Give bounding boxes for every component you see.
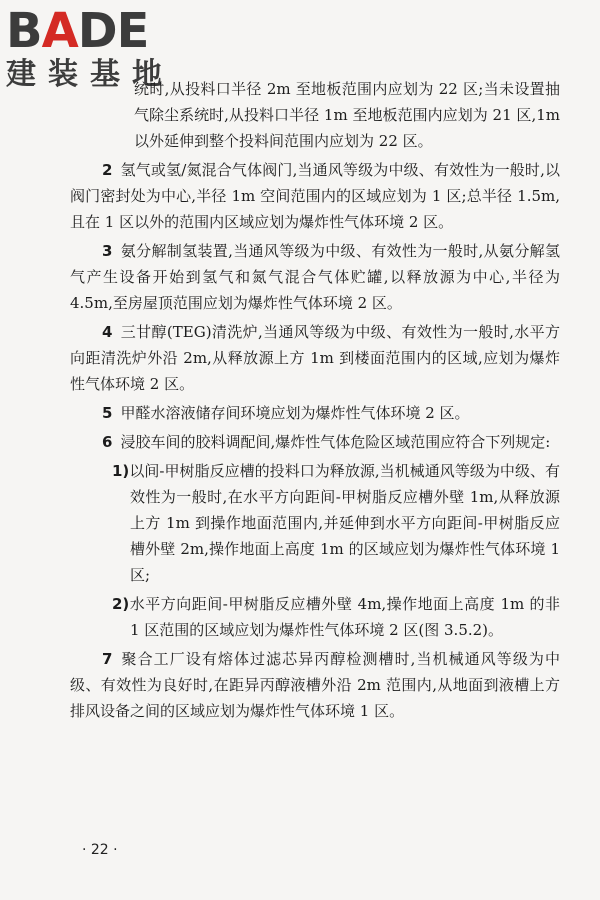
- paragraph-item-2: [70, 157, 560, 235]
- paragraph-text: 氨分解制氢装置,当通风等级为中级、有效性为一般时,从氨分解氢气产生设备开始到氢气和氮气混合气体贮罐,以释放源为中心,半径为 4.5m,至房屋顶范围应划为爆炸性气体环境 2 区。: [70, 242, 560, 312]
- subitem-number: 2): [112, 595, 130, 613]
- paragraph-text: 三甘醇(TEG)清洗炉,当通风等级为中级、有效性为一般时,水平方向距清洗炉外沿 2m,从释放源上方 1m 到楼面范围内的区域,应划为爆炸性气体环境 2 区。: [70, 323, 560, 393]
- paragraph-item-7: [70, 646, 560, 724]
- item-number: 2: [102, 161, 113, 179]
- paragraph-text: 甲醛水溶液储存间环境应划为爆炸性气体环境 2 区。: [120, 404, 470, 422]
- subitem-number: 1): [112, 462, 130, 480]
- paragraph-item-3: [70, 238, 560, 316]
- logo-text-de: DE: [77, 3, 149, 59]
- item-number: 7: [102, 650, 113, 668]
- paragraph-text: 浸胶车间的胶料调配间,爆炸性气体危险区域范围应符合下列规定:: [120, 433, 551, 451]
- subitem-text: 以间-甲树脂反应槽的投料口为释放源,当机械通风等级为中级、有效性为一般时,在水平方向距间-甲树脂反应槽外壁 1m,从释放源上方 1m 到操作地面范围内,并延伸到水平方向距间-甲树脂反应槽外壁 2m,操作地面上高度 1m 的区域应划为爆炸性气体环境 1 区;: [129, 462, 560, 584]
- logo-text-b: B: [6, 3, 42, 59]
- paragraph-item-6: [70, 429, 560, 455]
- subitem-1: [70, 458, 560, 588]
- item-number: 5: [102, 404, 113, 422]
- paragraph-item-4: [70, 319, 560, 397]
- logo-text-a: A: [41, 3, 78, 59]
- page-number: · 22 ·: [82, 842, 118, 858]
- item-number: 6: [102, 433, 113, 451]
- subitem-text: 水平方向距间-甲树脂反应槽外壁 4m,操作地面上高度 1m 的非 1 区范围的区域应划为爆炸性气体环境 2 区(图 3.5.2)。: [129, 595, 560, 639]
- paragraph-item-5: [70, 400, 560, 426]
- item-number: 4: [102, 323, 113, 341]
- paragraph-continuation: [70, 76, 560, 154]
- paragraph-text: 聚合工厂设有熔体过滤芯异丙醇检测槽时,当机械通风等级为中级、有效性为良好时,在距异丙醇液槽外沿 2m 范围内,从地面到液槽上方排风设备之间的区域应划为爆炸性气体环境 1 区。: [70, 650, 560, 720]
- item-number: 3: [102, 242, 113, 260]
- logo-subtitle: 建装基地: [6, 57, 174, 92]
- subitem-2: [70, 591, 560, 643]
- document-body: [70, 76, 560, 727]
- paragraph-text: 统时,从投料口半径 2m 至地板范围内应划为 22 区;当未设置抽气除尘系统时,从投料口半径 1m 至地板范围内应划为 21 区,1m 以外延伸到整个投料间范围内应划为 22 区。: [134, 80, 560, 150]
- logo-wordmark: [6, 3, 206, 59]
- paragraph-text: 氢气或氢/氮混合气体阀门,当通风等级为中级、有效性为一般时,以阀门密封处为中心,半径 1m 空间范围内的区域应划为 1 区;总半径 1.5m,且在 1 区以外的范围内区域应划为爆炸性气体环境 2 区。: [70, 161, 560, 231]
